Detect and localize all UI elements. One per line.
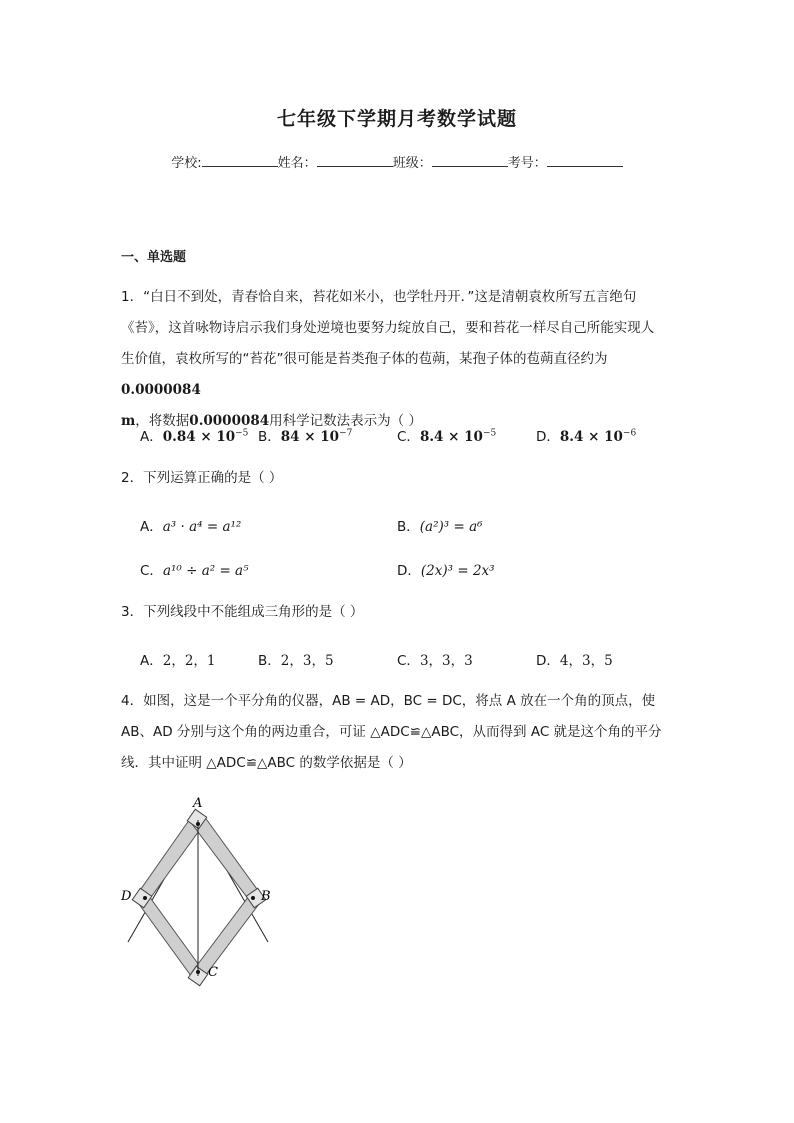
class-label: 班级： bbox=[392, 156, 432, 171]
q1-option-a-letter: A． bbox=[140, 429, 163, 445]
label-b: B bbox=[261, 889, 271, 904]
pivot-c bbox=[196, 970, 200, 974]
q3-option-a-letter: A． bbox=[140, 653, 163, 669]
q1-option-c[interactable] bbox=[397, 425, 496, 445]
q2-option-b-expr: (a²)³ = a⁶ bbox=[419, 519, 483, 535]
q1-option-c-letter: C． bbox=[397, 429, 420, 445]
q1-option-b-exp: −7 bbox=[339, 428, 353, 439]
q2-option-b-letter: B． bbox=[397, 519, 420, 535]
q1-line-2: 《苔》，这首咏物诗启示我们身处逆境也要努力绽放自己，要和苔花一样尽自己所能实现人 bbox=[121, 320, 655, 336]
pivot-b bbox=[251, 896, 255, 900]
question-4 bbox=[121, 686, 681, 779]
q1-number-2: 0.0000084 bbox=[189, 413, 270, 429]
bar-ab bbox=[192, 816, 262, 904]
q1-option-a-exp: −5 bbox=[235, 428, 249, 439]
q1-number: 0.0000084 bbox=[121, 382, 201, 398]
school-blank bbox=[202, 153, 278, 167]
q2-option-a[interactable] bbox=[140, 515, 241, 535]
q2-option-d-letter: D． bbox=[397, 563, 421, 579]
q3-option-c-text: 3，3，3 bbox=[419, 653, 473, 669]
q1-option-c-exp: −5 bbox=[482, 428, 497, 439]
q1-unit: m bbox=[121, 413, 136, 429]
q4-line-2: AB、AD 分别与这个角的两边重合，可证 △ADC≌△ABC，从而得到 AC 就是这个角的平分 bbox=[121, 724, 662, 740]
q3-option-a[interactable] bbox=[140, 649, 216, 669]
q3-option-b-letter: B． bbox=[258, 653, 281, 669]
q3-option-d-text: 4，3，5 bbox=[559, 653, 613, 669]
section-heading: 一、单选题 bbox=[121, 250, 187, 265]
school-label: 学校: bbox=[171, 156, 202, 171]
q1-line-3-text: 生价值，袁枚所写的“苔花”很可能是苔类孢子体的苞蒴，某孢子体的苞蒴直径约为 bbox=[121, 351, 608, 367]
q1-line-3 bbox=[121, 344, 681, 406]
q2-option-d[interactable] bbox=[397, 559, 495, 579]
q1-option-b[interactable] bbox=[258, 425, 352, 445]
label-d: D bbox=[121, 889, 132, 904]
student-info-line bbox=[0, 152, 794, 171]
name-label: 姓名： bbox=[277, 156, 317, 171]
q1-option-a-base: 0.84 × 10 bbox=[162, 429, 236, 445]
q2-option-a-letter: A． bbox=[140, 519, 163, 535]
q1-option-a[interactable] bbox=[140, 425, 248, 445]
q4-line-1: 4．如图，这是一个平分角的仪器，AB = AD，BC = DC，将点 A 放在一个角的顶点，使 bbox=[121, 693, 656, 709]
q2-option-b[interactable] bbox=[397, 515, 483, 535]
q2-option-c-letter: C． bbox=[140, 563, 163, 579]
q4-line-3: 线．其中证明 △ADC≌△ABC 的数学依据是（ ） bbox=[121, 755, 412, 771]
q3-option-c[interactable] bbox=[397, 649, 473, 669]
label-a: A bbox=[193, 796, 203, 811]
q3-option-b-text: 2，3，5 bbox=[280, 653, 334, 669]
label-c: C bbox=[208, 965, 218, 980]
q3-option-d-letter: D． bbox=[536, 653, 560, 669]
q1-option-d-base: 8.4 × 10 bbox=[559, 429, 623, 445]
q2-option-c-expr: a¹⁰ ÷ a² = a⁵ bbox=[162, 563, 249, 579]
question-3-stem: 3．下列线段中不能组成三角形的是（ ） bbox=[121, 604, 364, 620]
q1-line-1: 1．“白日不到处，青春恰自来，苔花如米小，也学牡丹开．”这是清朝袁枚所写五言绝句 bbox=[121, 289, 637, 305]
q1-option-d[interactable] bbox=[536, 425, 636, 445]
q1-option-b-base: 84 × 10 bbox=[280, 429, 340, 445]
q3-option-b[interactable] bbox=[258, 649, 334, 669]
q1-option-d-exp: −6 bbox=[622, 428, 637, 439]
bar-dc bbox=[136, 892, 204, 980]
name-blank bbox=[317, 153, 393, 167]
bar-bc bbox=[192, 892, 262, 980]
q1-line-4-tail: 用科学记数法表示为（ ） bbox=[269, 413, 422, 429]
q3-option-d[interactable] bbox=[536, 649, 613, 669]
question-2-stem: 2．下列运算正确的是（ ） bbox=[121, 470, 283, 486]
q2-option-d-expr: (2x)³ = 2x³ bbox=[420, 563, 495, 579]
exam-no-blank bbox=[547, 153, 623, 167]
q1-option-d-letter: D． bbox=[536, 429, 560, 445]
pivot-d bbox=[143, 896, 147, 900]
q1-option-c-base: 8.4 × 10 bbox=[419, 429, 483, 445]
q3-option-a-text: 2，2，1 bbox=[162, 653, 216, 669]
q2-option-a-expr: a³ · a⁴ = a¹² bbox=[162, 519, 242, 535]
question-1 bbox=[121, 282, 681, 437]
angle-bisector-figure bbox=[110, 790, 290, 1000]
bar-ad bbox=[136, 816, 204, 904]
pivot-a bbox=[196, 822, 200, 826]
q3-option-c-letter: C． bbox=[397, 653, 420, 669]
q1-line-4-text: ，将数据 bbox=[135, 413, 190, 429]
q1-option-b-letter: B． bbox=[258, 429, 281, 445]
class-blank bbox=[432, 153, 508, 167]
q2-option-c[interactable] bbox=[140, 559, 249, 579]
page-title: 七年级下学期月考数学试题 bbox=[276, 108, 517, 130]
exam-no-label: 考号： bbox=[507, 156, 547, 171]
